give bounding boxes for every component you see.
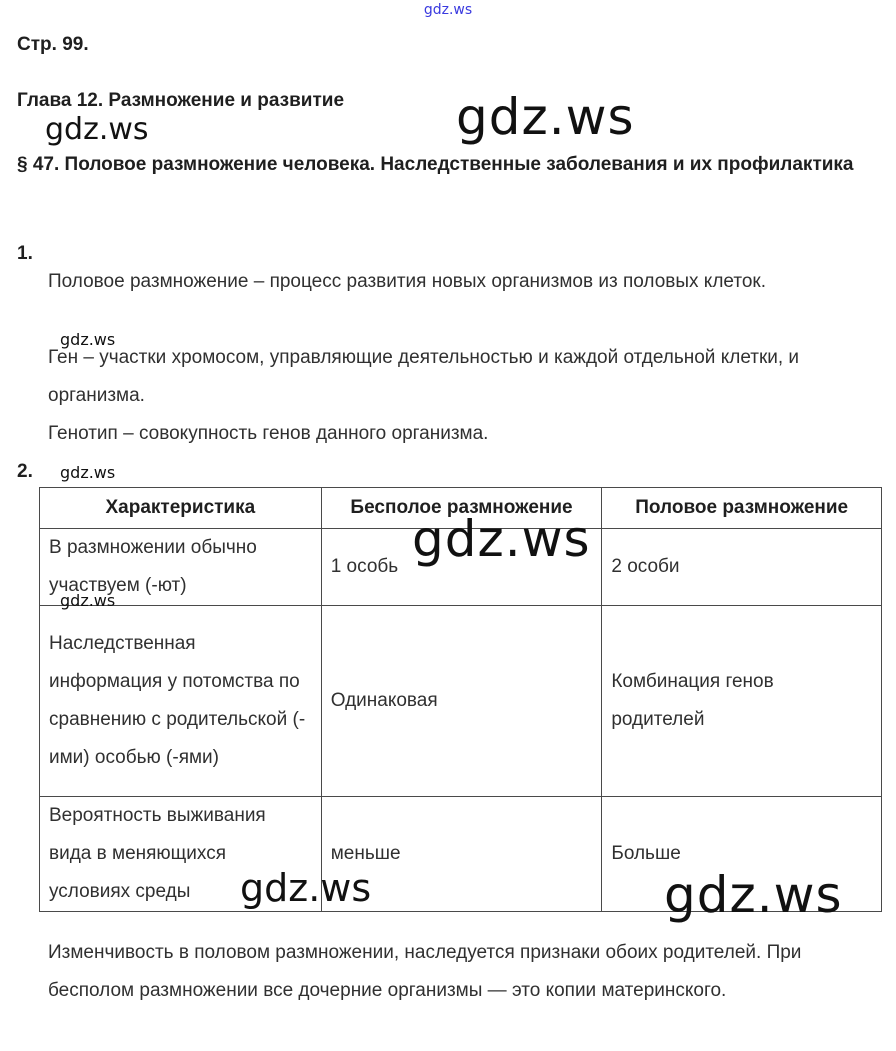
table-cell: Одинаковая — [321, 606, 602, 797]
definition-gene: Ген – участки хромосом, управляющие деятельностью и каждой отдельной клетки, и организма. — [48, 347, 800, 406]
task-1-number: 1. — [17, 243, 33, 264]
header-sexual: Половое размножение — [602, 488, 882, 529]
table-cell: меньше — [321, 797, 602, 912]
definition-genotype: Генотип – совокупность генов данного организма. — [48, 423, 489, 444]
header-asexual: Бесполое размножение — [321, 488, 602, 529]
definition-sexual-reproduction: Половое размножение – процесс развития новых организмов из половых клеток. — [48, 271, 766, 292]
table-cell: Вероятность выживания вида в меняющихся условиях среды — [40, 797, 322, 912]
table-cell: Больше — [602, 797, 882, 912]
header-characteristic: Характеристика — [40, 488, 322, 529]
watermark: gdz.ws — [60, 463, 116, 482]
table-cell: 1 особь — [321, 529, 602, 606]
table-cell: Наследственная информация у потомства по сравнению с родительской (-ими) особью (-ями) — [40, 606, 322, 797]
page-number: Стр. 99. — [17, 34, 89, 55]
watermark: gdz.ws — [664, 866, 843, 924]
watermark: gdz.ws — [60, 330, 116, 349]
watermark: gdz.ws — [240, 866, 372, 910]
table-cell: В размножении обычно участвуем (-ют) — [40, 529, 322, 606]
section-title: § 47. Половое размножение человека. Наследственные заболевания и их профилактика — [17, 154, 854, 175]
watermark: gdz.ws — [45, 112, 149, 147]
top-watermark: gdz.ws — [423, 2, 473, 18]
task-2-number: 2. — [17, 461, 33, 482]
table-cell: 2 особи — [602, 529, 882, 606]
table-cell: Комбинация генов родителей — [602, 606, 882, 797]
conclusion-text: Изменчивость в половом размножении, наследуется признаки обоих родителей. При бесполом размножении все дочерние организмы — это копии материнского. — [48, 942, 802, 1001]
chapter-title: Глава 12. Размножение и развитие — [17, 90, 345, 111]
watermark: gdz.ws — [456, 88, 635, 146]
watermark: gdz.ws — [412, 510, 591, 568]
watermark: gdz.ws — [60, 591, 116, 610]
table-row — [40, 606, 882, 797]
